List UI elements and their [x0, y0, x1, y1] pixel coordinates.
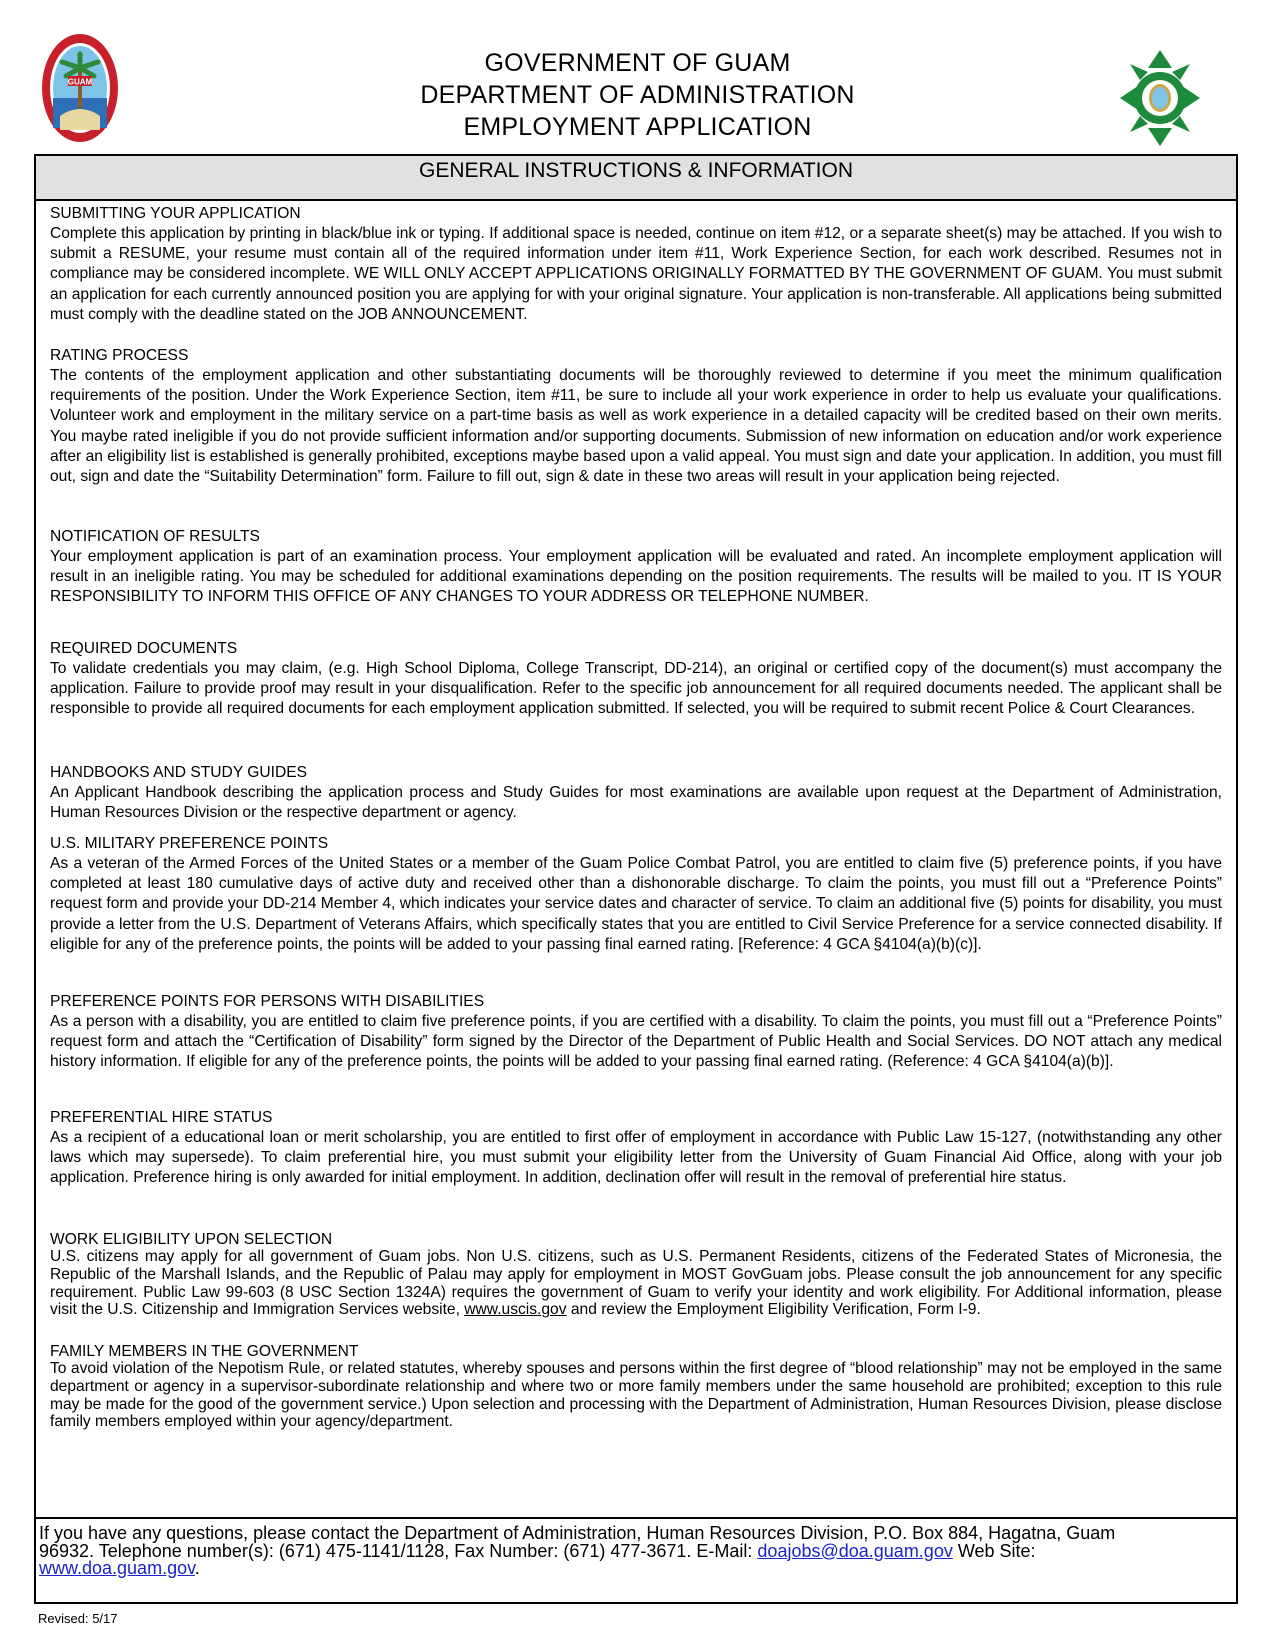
- section-body: As a veteran of the Armed Forces of the United States or a member of the Guam Police Combat Patrol, you are entitled to claim five (5) preference points, if you have completed at least 180 cumulative days of active duty and received other than a dishonorable discharge. To claim the points, you must fill out a “Preference Points” request form and provide your DD-214 Member 4, which indicates your service dates and character of service. To claim an additional five (5) points for disability, you must provide a letter from the U.S. Department of Veterans Affairs, which specifically states that you are entitled to Civil Service Preference for a service connected disability. If eligible for any of the preference points, the points will be added to your passing final earned rating. [Reference: 4 GCA §4104(a)(b)(c)].: [50, 855, 1222, 953]
- section-body: The contents of the employment application and other substantiating documents will be thoroughly reviewed to determine if you meet the minimum qualification requirements of the position. Under the Work Experience Section, item #11, be sure to include all your work experience in order to help us evaluate your qualifications. Volunteer work and employment in the military service on a part-time basis as well as work experience in a detailed capacity will be credited based on their own merits. You maybe rated ineligible if you do not provide sufficient information and/or supporting documents. Submission of new information on education and/or work experience after an eligibility list is established is generally prohibited, exceptions maybe based upon a valid appeal. You must sign and date your application. In addition, you must fill out, sign and date the “Suitability Determination” form. Failure to fill out, sign & date in these two areas will result in your application being rejected.: [50, 367, 1222, 486]
- section-body: To avoid violation of the Nepotism Rule, or related statutes, whereby spouses and persons within the first degree of “blood relationship” may not be employed in the same department or agency in a supervisor-subordinate relationship and where two or more family members under the same household are prohibited; exception to this rule may be made for the good of the government service.) Upon selection and processing with the Department of Administration, Human Resources Division, please disclose family members employed within your agency/department.: [50, 1360, 1222, 1431]
- section-notification: [50, 527, 1222, 608]
- section-heading: PREFERENTIAL HIRE STATUS: [50, 1109, 273, 1126]
- header-government: GOVERNMENT OF GUAM: [484, 49, 791, 77]
- section-preferential-hire: [50, 1108, 1222, 1189]
- section-family-members: [50, 1344, 1222, 1431]
- contact-text: [39, 1525, 1159, 1578]
- section-body: As a person with a disability, you are entitled to claim five preference points, if you are certified with a disability. To claim the points, you must fill out a “Preference Points” request form and attach the “Certification of Disability” form signed by the Director of the Department of Public Health and Social Services. DO NOT attach any medical history information. If eligible for any of the preference points, the points will be added to your passing final earned rating. (Reference: 4 GCA §4104(a)(b)].: [50, 1013, 1222, 1071]
- section-body: Your employment application is part of an examination process. Your employment application will be evaluated and rated. An incomplete employment application will result in an ineligible rating. You may be scheduled for additional examinations depending on the position requirements. The results will be mailed to you. IT IS YOUR RESPONSIBILITY TO INFORM THIS OFFICE OF ANY CHANGES TO YOUR ADDRESS OR TELEPHONE NUMBER.: [50, 548, 1222, 606]
- section-heading: U.S. MILITARY PREFERENCE POINTS: [50, 835, 329, 852]
- work-eligibility-text-end: and review the Employment Eligibility Verification, Form I-9.: [566, 1301, 981, 1319]
- website-link[interactable]: www.doa.guam.gov: [39, 1558, 195, 1578]
- section-body: To validate credentials you may claim, (e.g. High School Diploma, College Transcript, DD-214), an original or certified copy of the document(s) must accompany the application. Failure to provide proof may result in your disqualification. Refer to the specific job announcement for all required documents needed. The applicant shall be responsible to provide all required documents for each employment application submitted. If selected, you will be required to submit recent Police & Court Clearances.: [50, 660, 1222, 718]
- revision-date: Revised: 5/17: [38, 1611, 118, 1626]
- contact-text-middle: Web Site:: [952, 1540, 1036, 1561]
- work-eligibility-text: U.S. citizens may apply for all government of Guam jobs. Non U.S. citizens, such as U.S. Permanent Residents, citizens of the Federated States of Micronesia, the Republic of the Marshall Islands, and the Republic of Palau may apply for employment in MOST GovGuam jobs. Please consult the job announcement for any specific requirement. Public Law 99-603 (8 USC Section 1324A) requires the government of Guam to verify your identity and work eligibility. For Additional information, please visit the U.S. Citizenship and Immigration Services website,: [50, 1248, 1222, 1319]
- section-heading: RATING PROCESS: [50, 347, 189, 364]
- section-disabilities-preference: [50, 992, 1222, 1073]
- section-heading: HANDBOOKS AND STUDY GUIDES: [50, 764, 308, 781]
- section-heading: WORK ELIGIBILITY UPON SELECTION: [50, 1231, 333, 1248]
- section-heading: SUBMITTING YOUR APPLICATION: [50, 205, 301, 222]
- section-work-eligibility: [50, 1232, 1222, 1319]
- section-handbooks: [50, 763, 1222, 823]
- section-body: An Applicant Handbook describing the application process and Study Guides for most examinations are available upon request at the Department of Administration, Human Resources Division or the respective department or agency.: [50, 784, 1222, 822]
- instructions-band-title: GENERAL INSTRUCTIONS & INFORMATION: [36, 156, 1236, 201]
- section-military-preference: [50, 834, 1222, 955]
- section-heading: PREFERENCE POINTS FOR PERSONS WITH DISABILITIES: [50, 993, 485, 1010]
- section-heading: FAMILY MEMBERS IN THE GOVERNMENT: [50, 1343, 359, 1360]
- svg-text:GUAM: GUAM: [67, 77, 93, 87]
- section-required-documents: [50, 639, 1222, 720]
- contact-text-start: If you have any questions, please contact the Department of Administration, Human Resources Division, P.O. Box 884, Hagatna, Guam 96932. Telephone number(s): (671) 475-1141/1128, Fax Number: (671) 477-3671. E-Mail:: [39, 1523, 1116, 1561]
- section-heading: NOTIFICATION OF RESULTS: [50, 528, 260, 545]
- email-link[interactable]: doajobs@doa.guam.gov: [757, 1540, 953, 1561]
- contact-text-end: .: [194, 1558, 200, 1578]
- section-body: [50, 1248, 1222, 1319]
- section-rating-process: [50, 346, 1222, 487]
- contact-footer: [36, 1517, 1236, 1578]
- header-department: DEPARTMENT OF ADMINISTRATION: [420, 81, 855, 109]
- header-form-title: EMPLOYMENT APPLICATION: [463, 113, 812, 141]
- section-body: Complete this application by printing in black/blue ink or typing. If additional space is needed, continue on item #12, or a separate sheet(s) may be attached. If you wish to submit a RESUME, your resume must contain all of the required information under item #11, Work Experience Section, for each work described. Resumes not in compliance may be considered incomplete. WE WILL ONLY ACCEPT APPLICATIONS ORIGINALLY FORMATTED BY THE GOVERNMENT OF GUAM. You must submit an application for each currently announced position you are applying for with your original signature. Your application is non-transferable. All applications being submitted must comply with the deadline stated on the JOB ANNOUNCEMENT.: [50, 225, 1222, 323]
- section-heading: REQUIRED DOCUMENTS: [50, 640, 238, 657]
- instructions-box: [34, 154, 1238, 1604]
- section-submitting: [50, 204, 1222, 325]
- section-body: As a recipient of a educational loan or merit scholarship, you are entitled to first offer of employment in accordance with Public Law 15-127, (notwithstanding any other laws which may supersede). To claim preferential hire, you must submit your eligibility letter from the University of Guam Financial Aid Office, along with your job application. Preference hiring is only awarded for initial employment. In addition, declination offer will result in the removal of preferential hire status.: [50, 1129, 1222, 1187]
- uscis-link[interactable]: www.uscis.gov: [464, 1301, 567, 1319]
